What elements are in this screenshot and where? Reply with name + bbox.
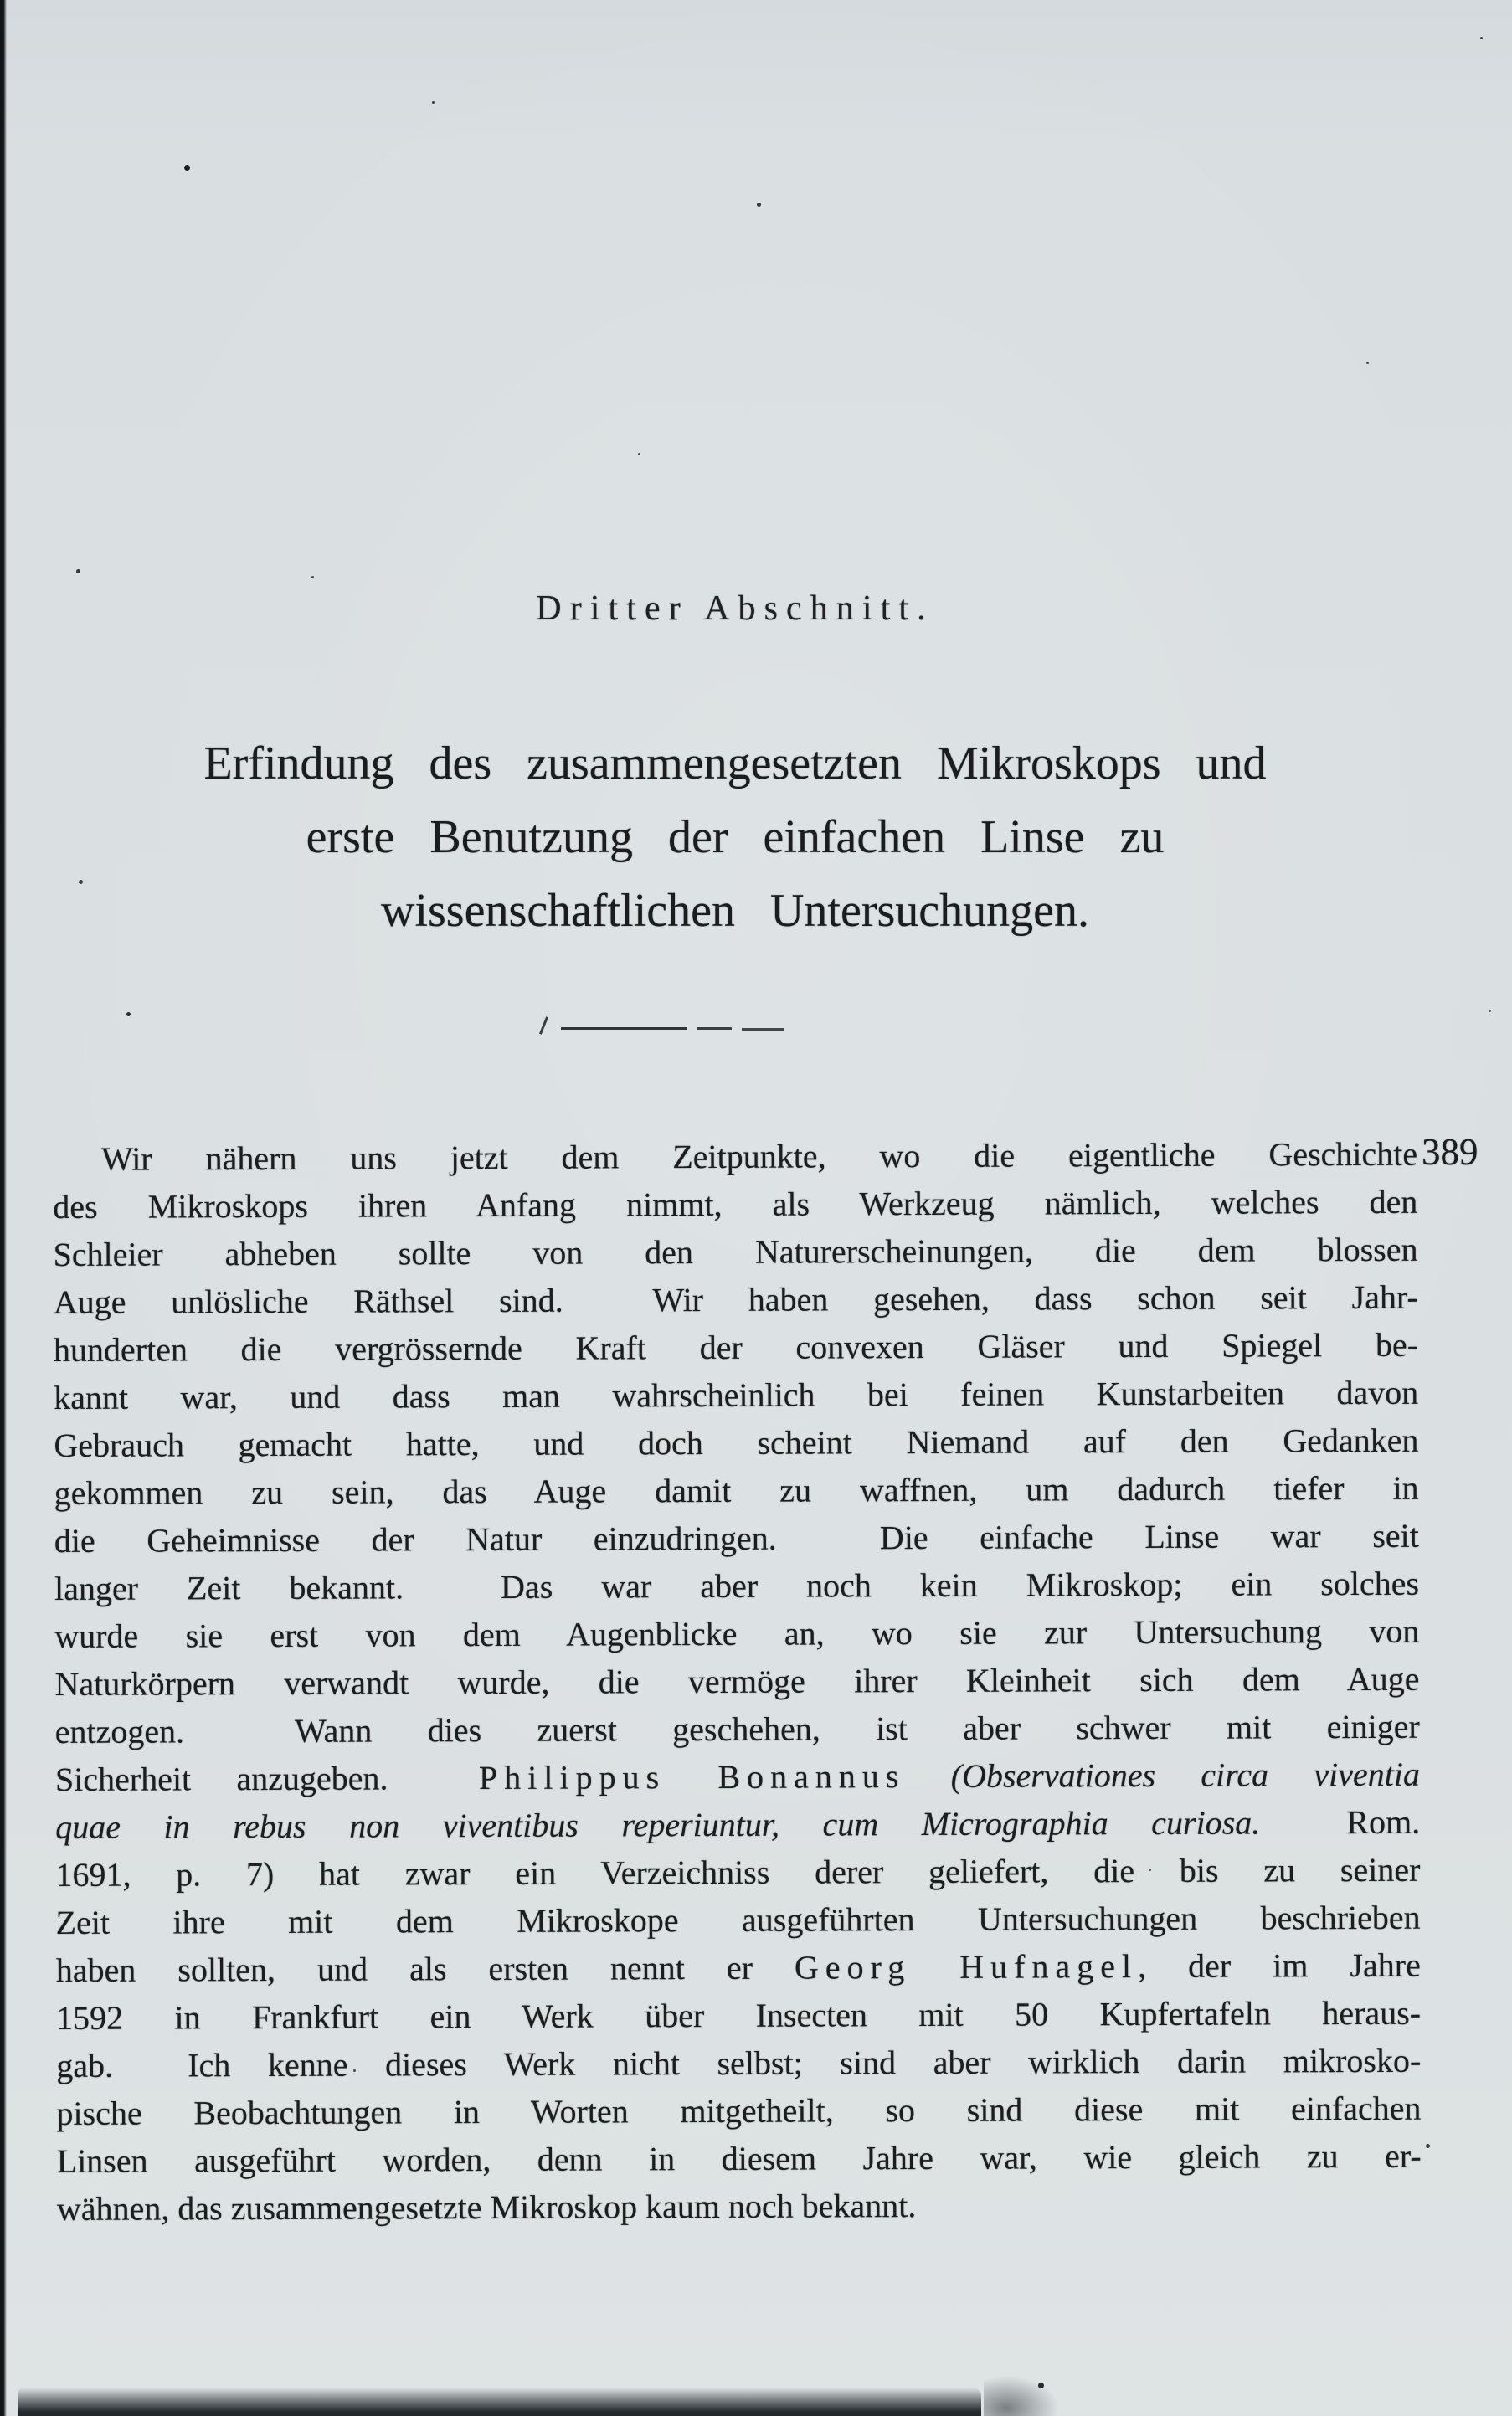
text-line [57, 2180, 1422, 2233]
text-line [54, 1607, 1419, 1660]
chapter-title-line-2: erste Benutzung der einfachen Linse zu [306, 811, 1165, 863]
chapter-title [53, 727, 1417, 948]
text-line [56, 2084, 1421, 2137]
text-segment-roman: Auge unlösliche Räthsel sind. Wir haben gesehen, dass schon seit Jahr- [53, 1277, 1418, 1321]
text-segment-roman: pische Beobachtungen in Worten mitgetheilt, so sind diese mit einfachen [56, 2089, 1422, 2132]
text-line [56, 1894, 1421, 1946]
chapter-title-line-3: wissenschaftlichen Untersuchungen. [381, 885, 1089, 937]
text-segment-roman: gekommen zu sein, das Auge damit zu waffnen, um dadurch tiefer in [54, 1468, 1419, 1512]
text-segment-spaced: Philippus Bonannus [478, 1757, 906, 1797]
text-segment-roman: wurde sie erst von dem Augenblicke an, wo sie zur Untersuchung von [54, 1612, 1420, 1655]
text-segment-roman: hunderten die vergrössernde Kraft der convexen Gläser und Spiegel be- [53, 1325, 1419, 1369]
paper-specks [0, 0, 3, 3]
text-line [54, 1416, 1418, 1469]
text-segment-roman: entzogen. Wann dies zuerst geschehen, ist aber schwer mit einiger [54, 1707, 1420, 1750]
text-segment-roman: , der im Jahre [1137, 1946, 1421, 1986]
text-segment-roman: gab. Ich kenne dieses Werk nicht selbst; sind aber wirklich darin mikrosko- [56, 2041, 1422, 2084]
text-line [55, 1750, 1420, 1803]
scan-left-edge-shadow [0, 0, 7, 2416]
text-line [56, 1941, 1421, 1994]
section-heading: Dritter Abschnitt. [536, 589, 934, 628]
text-line [54, 1655, 1419, 1708]
text-line [55, 1798, 1420, 1851]
text-segment-roman: Naturkörpern verwandt wurde, die vermöge ihrer Kleinheit sich dem Auge [54, 1659, 1420, 1703]
margin-page-number: 389 [1422, 1131, 1479, 1173]
text-line [57, 2132, 1422, 2185]
text-segment-roman: des Mikroskops ihren Anfang nimmt, als Werkzeug nämlich, welches den [53, 1182, 1418, 1226]
text-line [54, 1369, 1418, 1421]
text-segment-roman: die Geheimnisse der Natur einzudringen. Die einfache Linse war seit [54, 1516, 1419, 1560]
text-segment-roman: Zeit ihre mit dem Mikroskope ausgeführten Untersuchungen beschrieben [55, 1898, 1421, 1941]
text-segment-roman: wähnen, das zusammengesetzte Mikroskop kaum noch bekannt. [56, 2187, 917, 2228]
text-segment-roman: 1691, p. 7) hat zwar ein Verzeichniss derer geliefert, die bis zu seiner [55, 1850, 1421, 1894]
text-line [54, 1321, 1418, 1374]
text-line [53, 1178, 1417, 1231]
divider-rule [543, 1015, 794, 1038]
scan-smudge [984, 2376, 1059, 2416]
text-segment-roman: kannt war, und dass man wahrscheinlich bei feinen Kunstarbeiten davon [54, 1373, 1419, 1416]
text-segment-roman: Linsen ausgeführt worden, denn in diesem Jahre war, wie gleich zu er- [56, 2136, 1422, 2180]
text-line [56, 1989, 1421, 2042]
divider-dash-segment [697, 1027, 732, 1030]
chapter-title-line-1: Erfindung des zusammengesetzten Mikroskops und [203, 738, 1267, 789]
text-segment-roman: Sicherheit anzugeben. [54, 1759, 480, 1798]
text-line [55, 1846, 1420, 1899]
text-segment-roman [905, 1757, 950, 1795]
text-line [54, 1464, 1419, 1517]
text-segment-roman: Wir nähern uns jetzt dem Zeitpunkte, wo die eigentliche Geschichte [101, 1134, 1418, 1178]
text-line [53, 1226, 1417, 1278]
text-segment-roman: 1592 in Frankfurt ein Werk über Insecten mit 50 Kupfertafeln heraus- [55, 1993, 1422, 2037]
text-line [54, 1512, 1419, 1565]
text-segment-roman: Rom. [1260, 1802, 1421, 1842]
body-paragraph [53, 1130, 1422, 2233]
text-line [56, 2037, 1421, 2090]
text-segment-roman: Gebrauch gemacht hatte, und doch scheint Niemand auf den Gedanken [54, 1421, 1419, 1464]
scan-bottom-edge-shadow [18, 2388, 981, 2416]
text-segment-spaced: Georg Hufnagel [794, 1947, 1139, 1987]
text-segment-italic: (Observationes circa viventia [950, 1755, 1421, 1795]
text-segment-roman: Schleier abheben sollte von den Naturerscheinungen, die dem blossen [53, 1230, 1418, 1273]
divider-dash-segment [742, 1028, 784, 1031]
divider-dash-segment [561, 1027, 687, 1030]
text-segment-roman: langer Zeit bekannt. Das war aber noch kein Mikroskop; ein solches [54, 1564, 1420, 1607]
text-line [54, 1560, 1419, 1612]
text-segment-italic: quae in rebus non viventibus reperiuntur, cum Micrographia curiosa. [55, 1803, 1261, 1846]
text-line [55, 1703, 1420, 1755]
text-line [53, 1130, 1417, 1183]
text-line [54, 1273, 1418, 1326]
divider-slash-mark [539, 1016, 548, 1035]
text-segment-roman: haben sollten, und als ersten nennt er [55, 1948, 795, 1989]
